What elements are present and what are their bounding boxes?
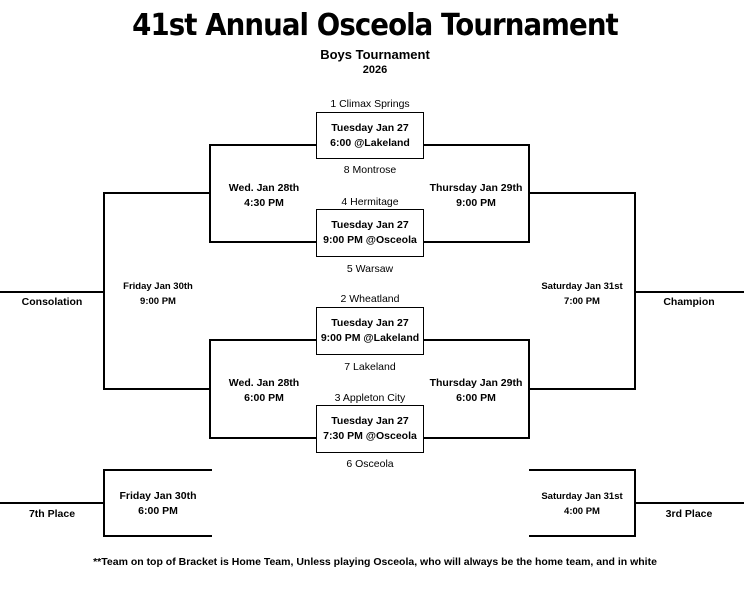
game-date: Tuesday Jan 27 bbox=[331, 121, 409, 134]
game-time-location: 7:30 PM @Osceola bbox=[323, 430, 417, 442]
game-box bbox=[316, 307, 424, 355]
second-round-game bbox=[424, 376, 528, 406]
game-date: Friday Jan 30th bbox=[123, 281, 193, 292]
game-time-location: 9:00 PM @Lakeland bbox=[320, 332, 420, 344]
bracket-line bbox=[104, 535, 212, 537]
bracket-line bbox=[0, 502, 104, 504]
page-subtitle: Boys Tournament bbox=[320, 47, 430, 62]
seventh-place-game bbox=[106, 489, 210, 519]
bracket-line bbox=[529, 535, 635, 537]
bracket-line bbox=[634, 502, 744, 504]
page-title: 41st Annual Osceola Tournament bbox=[132, 8, 618, 43]
game-time: 4:30 PM bbox=[244, 197, 284, 209]
bracket-line bbox=[104, 388, 210, 390]
game-date: Tuesday Jan 27 bbox=[331, 317, 409, 329]
bracket-line bbox=[210, 339, 317, 341]
game-time: 9:00 PM bbox=[456, 197, 496, 209]
second-round-game bbox=[424, 181, 528, 211]
team-seed: 4 Hermitage bbox=[341, 196, 399, 208]
third-place-label: 3rd Place bbox=[665, 508, 713, 520]
page-year: 2026 bbox=[362, 64, 388, 76]
team-seed: 2 Wheatland bbox=[340, 293, 400, 305]
third-place-game bbox=[530, 489, 634, 519]
game-time: 6:00 PM bbox=[138, 505, 178, 517]
bracket-line bbox=[423, 144, 529, 146]
game-date: Friday Jan 30th bbox=[119, 490, 197, 502]
second-round-game bbox=[212, 376, 316, 406]
bracket-line bbox=[104, 469, 212, 471]
bracket-line bbox=[210, 437, 317, 439]
bracket-line bbox=[210, 144, 317, 146]
team-seed: 5 Warsaw bbox=[346, 263, 394, 275]
bracket-line bbox=[104, 192, 210, 194]
game-date: Thursday Jan 29th bbox=[429, 182, 523, 194]
game-date: Wed. Jan 28th bbox=[228, 182, 300, 194]
game-date: Tuesday Jan 27 bbox=[331, 415, 409, 427]
team-seed: 8 Montrose bbox=[343, 164, 397, 176]
team-seed: 3 Appleton City bbox=[334, 392, 406, 404]
game-box bbox=[316, 405, 424, 453]
consolation-label: Consolation bbox=[21, 296, 83, 308]
champion-label: Champion bbox=[663, 296, 715, 308]
bracket-line bbox=[529, 192, 635, 194]
bracket-line bbox=[0, 291, 104, 293]
game-time: 9:00 PM bbox=[140, 296, 176, 307]
bracket-line bbox=[423, 339, 529, 341]
consolation-final-game bbox=[106, 279, 210, 309]
bracket-line bbox=[423, 437, 529, 439]
team-seed: 6 Osceola bbox=[346, 458, 394, 470]
game-date: Thursday Jan 29th bbox=[429, 377, 523, 389]
game-time: 6:00 PM bbox=[244, 392, 284, 404]
footer-note: **Team on top of Bracket is Home Team, Unless playing Osceola, who will always be the home team, and in white bbox=[93, 556, 657, 568]
game-time-location: 6:00 @Lakeland bbox=[330, 136, 410, 149]
game-time: 6:00 PM bbox=[456, 392, 496, 404]
game-date: Saturday Jan 31st bbox=[541, 281, 623, 292]
team-seed: 7 Lakeland bbox=[344, 361, 396, 373]
bracket-line bbox=[210, 241, 317, 243]
game-time: 4:00 PM bbox=[564, 506, 600, 517]
game-box bbox=[316, 112, 424, 159]
bracket-line bbox=[634, 291, 744, 293]
championship-game bbox=[530, 279, 634, 309]
second-round-game bbox=[212, 181, 316, 211]
game-date: Wed. Jan 28th bbox=[228, 377, 300, 389]
game-time: 7:00 PM bbox=[564, 296, 600, 307]
bracket-line bbox=[529, 469, 635, 471]
game-date: Saturday Jan 31st bbox=[541, 491, 623, 502]
game-box bbox=[316, 209, 424, 257]
game-time-location: 9:00 PM @Osceola bbox=[323, 234, 417, 246]
team-seed: 1 Climax Springs bbox=[330, 98, 410, 110]
bracket-line bbox=[529, 388, 635, 390]
game-date: Tuesday Jan 27 bbox=[331, 219, 409, 231]
bracket-line bbox=[423, 241, 529, 243]
seventh-place-label: 7th Place bbox=[28, 508, 76, 520]
